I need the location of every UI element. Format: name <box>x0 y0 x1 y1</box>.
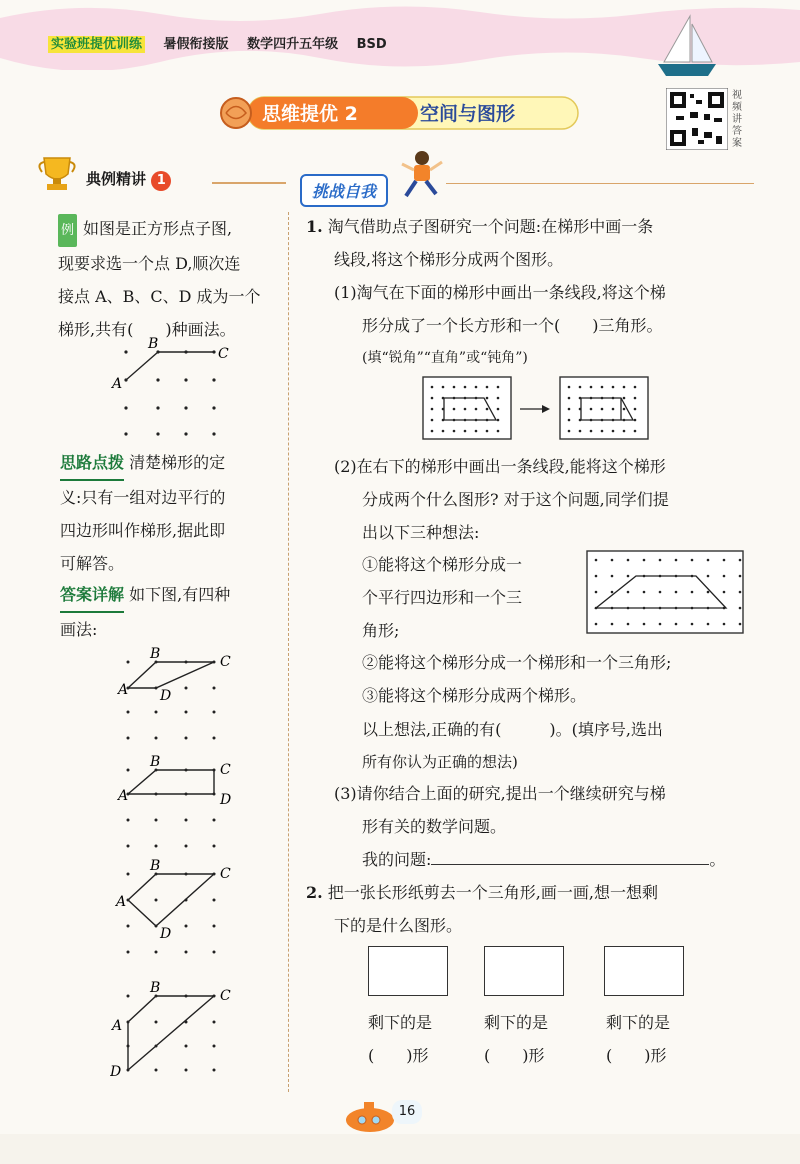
grid-dot <box>611 559 614 562</box>
grid-dot <box>590 386 593 389</box>
grid-dot <box>568 430 571 433</box>
q1-number: 1. <box>306 217 323 236</box>
fig2-label-a: A <box>118 788 129 804</box>
grid-dot <box>634 419 637 422</box>
hint-text: 思路点拨 清楚梯形的定 义:只有一组对边平行的 四边形叫作梯形,据此即 可解答。 <box>60 446 225 580</box>
challenge-rule <box>446 183 754 184</box>
fig1-label-d: D <box>160 688 172 704</box>
fig3-label-d: D <box>160 926 172 942</box>
grid-dot <box>464 408 467 411</box>
grid-dot <box>486 430 489 433</box>
grid-dot <box>568 408 571 411</box>
grid-dot <box>634 397 637 400</box>
grid-dot <box>707 623 710 626</box>
grid-dot <box>475 386 478 389</box>
q1-part2-trapezoid-grid <box>586 550 746 636</box>
fig3-label-c: C <box>220 866 231 882</box>
grid-dot <box>442 386 445 389</box>
grid-dot <box>739 575 742 578</box>
qr-label: 视频讲答案 <box>732 90 742 149</box>
header-code: BSD <box>356 37 387 52</box>
grid-dot <box>612 386 615 389</box>
q2-draw-box-3[interactable] <box>604 946 684 996</box>
my-question-answer-line[interactable] <box>431 848 709 865</box>
grid-dot <box>497 419 500 422</box>
q1-my-question: 我的问题: 。 <box>362 850 726 869</box>
q2-number: 2. <box>306 883 323 902</box>
fig1-label-a: A <box>118 682 129 698</box>
q1-part1-figures <box>422 376 652 442</box>
grid-dot <box>739 607 742 610</box>
label-c: C <box>218 346 229 362</box>
q2-draw-box-1[interactable] <box>368 946 448 996</box>
grid-dot <box>611 623 614 626</box>
grid-dot <box>723 591 726 594</box>
fig3-label-b: B <box>150 858 161 874</box>
grid-dot <box>431 430 434 433</box>
q2-answer-3: 剩下的是 ( )形 <box>606 1013 671 1065</box>
fig2-label-c: C <box>220 762 231 778</box>
answer-text: 答案详解 如下图,有四种 画法: <box>60 578 230 646</box>
grid-dot <box>739 559 742 562</box>
grid-dot <box>627 623 630 626</box>
grid-dot <box>464 386 467 389</box>
q1-idea3: ③能将这个梯形分成两个梯形。 <box>362 686 587 705</box>
grid-dot <box>486 397 489 400</box>
q1-part3: (3)请你结合上面的研究,提出一个继续研究与梯 形有关的数学问题。 <box>334 784 666 836</box>
grid-dot <box>723 623 726 626</box>
footer-strip <box>0 1134 800 1164</box>
trophy-icon <box>34 154 80 194</box>
fig1-label-b: B <box>150 646 161 662</box>
fig3-label-a: A <box>116 894 127 910</box>
grid-dot <box>497 430 500 433</box>
grid-dot <box>595 591 598 594</box>
q2-answer-2: 剩下的是 ( )形 <box>484 1013 549 1065</box>
grid-dot <box>707 591 710 594</box>
q1-stem: 1. 淘气借助点子图研究一个问题:在梯形中画一条 线段,将这个梯形分成两个图形。 <box>306 217 654 269</box>
grid-dot <box>579 430 582 433</box>
qr-code-icon[interactable] <box>666 88 728 150</box>
grid-dot <box>497 408 500 411</box>
label-a: A <box>112 376 123 392</box>
grid-dot <box>675 623 678 626</box>
q2-stem: 2. 把一张长形纸剪去一个三角形,画一画,想一想剩 下的是什么图形。 <box>306 883 658 935</box>
grid-dot <box>497 397 500 400</box>
grid-dot <box>453 430 456 433</box>
grid-dot <box>623 430 626 433</box>
grid-dot <box>612 408 615 411</box>
fig2-label-b: B <box>150 754 161 770</box>
grid-dot <box>464 430 467 433</box>
fig2-label-d: D <box>220 792 232 808</box>
grid-dot <box>627 591 630 594</box>
hint-tag: 思路点拨 <box>60 446 124 481</box>
q1-idea2: ②能将这个梯形分成一个梯形和一个三角形; <box>362 653 672 672</box>
grid-dot <box>431 408 434 411</box>
grid-dot <box>568 419 571 422</box>
fig4-label-d: D <box>110 1064 122 1078</box>
column-divider <box>288 212 289 1092</box>
section-rule <box>212 182 286 184</box>
grid-dot <box>431 386 434 389</box>
grid-dot <box>675 591 678 594</box>
grid-dot <box>442 430 445 433</box>
grid-dot <box>486 386 489 389</box>
challenge-label: 挑战自我 <box>300 174 388 207</box>
label-b: B <box>148 336 159 352</box>
grid-dot <box>691 623 694 626</box>
grid-dot <box>453 386 456 389</box>
grid-dot <box>739 623 742 626</box>
grid-dot <box>659 623 662 626</box>
q2-answer-1: 剩下的是 ( )形 <box>368 1013 433 1065</box>
q1-part1: (1)淘气在下面的梯形中画出一条线段,将这个梯 形分成了一个长方形和一个( )三角形。 (填“锐角”“直角”或“钝角”) <box>334 283 666 366</box>
grid-dot <box>659 559 662 562</box>
grid-dot <box>623 397 626 400</box>
grid-dot <box>723 559 726 562</box>
fig4-label-c: C <box>220 988 231 1004</box>
answer-tag: 答案详解 <box>60 578 124 613</box>
sailboat-icon <box>652 14 722 80</box>
grid-dot <box>691 591 694 594</box>
grid-dot <box>707 559 710 562</box>
q2-draw-box-2[interactable] <box>484 946 564 996</box>
fig1-label-c: C <box>220 654 231 670</box>
grid-dot <box>675 559 678 562</box>
grid-dot <box>707 575 710 578</box>
example-dot-grid <box>100 336 240 440</box>
solution-figures <box>110 642 240 1078</box>
grid-dot <box>611 591 614 594</box>
grid-dot <box>568 386 571 389</box>
header-edition: 暑假衔接版 <box>163 37 229 52</box>
grid-dot <box>627 575 630 578</box>
grid-dot <box>595 623 598 626</box>
grid-dot <box>612 430 615 433</box>
grid-dot <box>568 397 571 400</box>
grid-dot <box>691 559 694 562</box>
grid-dot <box>659 591 662 594</box>
example-section-title: 典例精讲 1 <box>86 168 171 191</box>
submarine-icon <box>342 1096 398 1136</box>
grid-dot <box>579 386 582 389</box>
grid-dot <box>595 559 598 562</box>
grid-dot <box>627 559 630 562</box>
banner-title-left: 思维提优 2 <box>262 103 358 125</box>
page-number: 16 <box>392 1100 422 1124</box>
grid-dot <box>431 397 434 400</box>
grid-dot <box>634 386 637 389</box>
banner-title-right: 空间与图形 <box>420 103 516 125</box>
example-text: 例 如图是正方形点子图, 现要求选一个点 D,顺次连 接点 A、B、C、D 成为一个 梯形,共有( )种画法。 <box>58 212 261 346</box>
grid-dot <box>634 430 637 433</box>
grid-dot <box>601 408 604 411</box>
grid-dot <box>431 419 434 422</box>
grid-dot <box>643 623 646 626</box>
grid-dot <box>590 408 593 411</box>
grid-dot <box>623 386 626 389</box>
grid-dot <box>643 591 646 594</box>
header-brand: 实验班提优训练 <box>48 36 145 53</box>
fig4-label-b: B <box>150 980 161 996</box>
grid-dot <box>634 408 637 411</box>
q1-idea1: ①能将这个梯形分成一 个平行四边形和一个三 角形; <box>362 555 523 640</box>
grid-dot <box>611 575 614 578</box>
running-kid-icon <box>396 150 446 202</box>
grid-dot <box>486 408 489 411</box>
example-section-number: 1 <box>151 171 171 191</box>
grid-dot <box>601 430 604 433</box>
grid-dot <box>601 386 604 389</box>
grid-dot <box>623 408 626 411</box>
grid-dot <box>453 408 456 411</box>
grid-dot <box>475 430 478 433</box>
grid-dot <box>643 559 646 562</box>
grid-dot <box>723 575 726 578</box>
page-header <box>48 33 401 52</box>
grid-dot <box>739 591 742 594</box>
grid-dot <box>475 408 478 411</box>
example-tag: 例 <box>58 214 77 247</box>
grid-dot <box>595 575 598 578</box>
header-subject: 数学四升五年级 <box>247 37 339 52</box>
q1-part2: (2)在右下的梯形中画出一条线段,能将这个梯形 分成两个什么图形? 对于这个问题,同学们提 出以下三种想法: <box>334 457 669 542</box>
grid-dot <box>497 386 500 389</box>
fig4-label-a: A <box>112 1018 123 1034</box>
q1-correct: 以上想法,正确的有( )。(填序号,选出 所有你认为正确的想法) <box>362 720 663 771</box>
grid-dot <box>590 430 593 433</box>
